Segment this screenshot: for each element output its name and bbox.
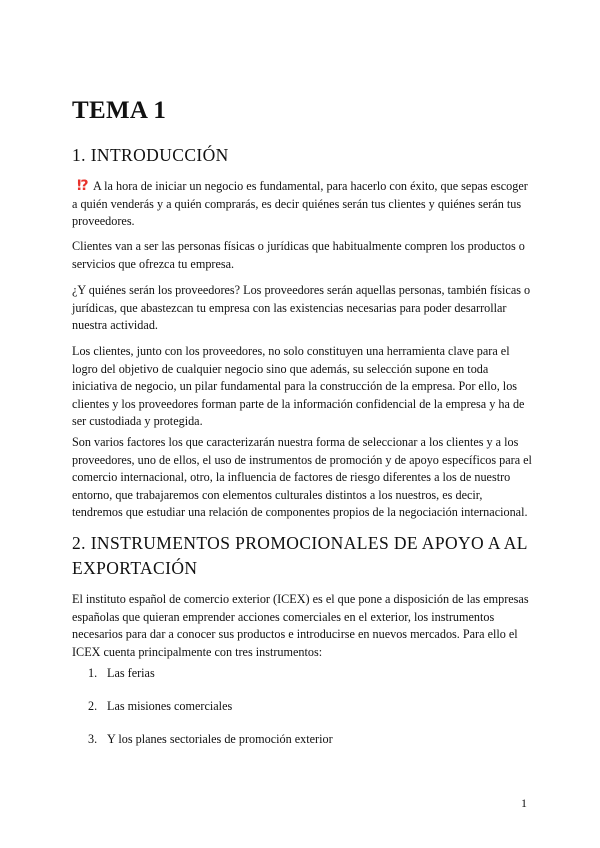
list-item <box>88 698 333 731</box>
list-text: Y los planes sectoriales de promoción exterior <box>107 732 333 746</box>
paragraph-text: A la hora de iniciar un negocio es fundamental, para hacerlo con éxito, que sepas escoger a quién venderás y a quién comprarás, es decir quiénes serán tus clientes y quiénes serán tus proveedores. <box>72 179 528 229</box>
list-text: Las ferias <box>107 666 155 680</box>
paragraph-icex: El instituto español de comercio exterior (ICEX) es el que pone a disposición de las empresas españolas que quieran emprender acciones comerciales en el exterior, los instrumentos necesarios para dar a conocer sus productos e introducirse en nuevos mercados. Para ello el ICEX cuenta principalmente con tres instrumentos: <box>72 592 529 659</box>
paragraph-proveedores: ¿Y quiénes serán los proveedores? Los proveedores serán aquellas personas, también físicas o jurídicas, que abastezcan tu empresa con las existencias necesarias para poder desarrollar nuestra actividad. <box>72 283 531 333</box>
paragraph-factores: Son varios factores los que caracterizarán nuestra forma de seleccionar a los clientes y a los proveedores, uno de ellos, el uso de instrumentos de promoción y de apoyo específicos para el comercio internacional, otro, la influencia de factores de riesgo diferentes a los de nuestro entorno, que trabajaremos con elementos culturales distintos a los nuestros, es decir, tendremos que estudiar una relación de componentes propios de la negociación internacional. <box>72 435 532 520</box>
list-number: 3. <box>88 732 98 746</box>
interrobang-icon: ⁉ <box>77 178 88 194</box>
paragraph-clientes: Clientes van a ser las personas físicas o jurídicas que habitualmente compren los productos o servicios que ofrezca tu empresa. <box>72 239 525 271</box>
list-item <box>88 665 333 698</box>
page-number: 1 <box>521 796 527 810</box>
document-title: TEMA 1 <box>72 97 167 124</box>
instrument-list <box>88 665 333 764</box>
list-number: 1. <box>88 666 98 680</box>
list-text: Las misiones comerciales <box>107 699 233 713</box>
paragraph-intro <box>72 178 534 231</box>
section-heading-instrumentos: 2. INSTRUMENTOS PROMOCIONALES DE APOYO A AL EXPORTACIÓN <box>72 533 528 578</box>
section-heading-introduccion: 1. INTRODUCCIÓN <box>72 145 229 165</box>
list-number: 2. <box>88 699 98 713</box>
paragraph-confidencial: Los clientes, junto con los proveedores, no solo constituyen una herramienta clave para el logro del objetivo de cualquier negocio sino que además, su selección supone en toda iniciativa de negocio, un pilar fundamental para la construcción de la empresa. Por ello, los clientes y los proveedores forman parte de la información confidencial de la empresa y ha de ser custodiada y protegida. <box>72 344 525 429</box>
list-item <box>88 731 333 764</box>
